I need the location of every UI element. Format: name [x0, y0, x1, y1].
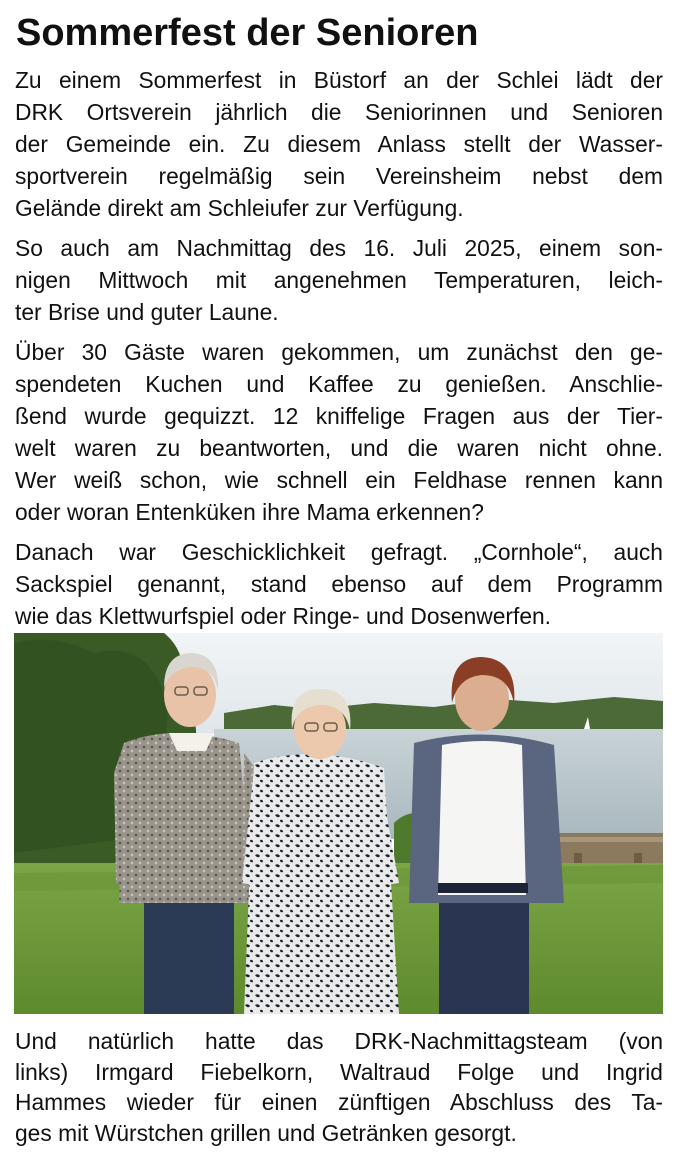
- text-line: Zu einem Sommerfest in Büstorf an der Schlei lädt der: [15, 67, 663, 93]
- text-line: oder woran Entenküken ihre Mama erkennen?: [15, 499, 484, 525]
- article: [15, 0, 663, 640]
- photo-three-women-at-lakeside: [14, 633, 663, 1014]
- text-line: Gelände direkt am Schleiufer zur Verfügung.: [15, 195, 464, 221]
- text-line: wie das Klettwurfspiel oder Ringe- und Dosenwerfen.: [15, 603, 552, 629]
- text-line: welt waren zu beantworten, und die waren nicht ohne.: [15, 435, 663, 461]
- text-line: So auch am Nachmittag des 16. Juli 2025, einem son-: [15, 235, 663, 261]
- paragraph-3: [15, 336, 663, 528]
- paragraph-2: [15, 232, 663, 328]
- text-line: ter Brise und guter Laune.: [15, 299, 279, 325]
- caption-line: links) Irmgard Fiebelkorn, Waltraud Folge und Ingrid: [15, 1058, 663, 1085]
- text-line: Über 30 Gäste waren gekommen, um zunächst den ge-: [15, 339, 663, 365]
- caption-line: Und natürlich hatte das DRK-Nachmittagsteam (von: [15, 1028, 663, 1054]
- text-line: Danach war Geschicklichkeit gefragt. „Cornhole“, auch: [15, 539, 663, 565]
- caption-line: ges mit Würstchen grillen und Getränken gesorgt.: [15, 1119, 517, 1146]
- text-line: ßend wurde gequizzt. 12 kniffelige Fragen aus der Tier-: [15, 403, 663, 429]
- text-line: DRK Ortsverein jährlich die Seniorinnen und Senioren: [15, 99, 663, 125]
- text-line: Sackspiel genannt, stand ebenso auf dem Programm: [15, 571, 663, 597]
- caption-line: Hammes wieder für einen zünftigen Abschluss des Ta-: [15, 1089, 663, 1115]
- headline: Sommerfest der Senioren: [16, 12, 479, 54]
- photo-caption: [15, 1026, 663, 1148]
- text-line: sportverein regelmäßig sein Vereinsheim nebst dem: [15, 163, 663, 189]
- text-line: spendeten Kuchen und Kaffee zu genießen. Anschlie-: [15, 371, 663, 397]
- paragraph-1: [15, 64, 663, 224]
- text-line: Wer weiß schon, wie schnell ein Feldhase rennen kann: [15, 467, 663, 493]
- text-line: nigen Mittwoch mit angenehmen Temperaturen, leich-: [15, 267, 663, 293]
- text-line: der Gemeinde ein. Zu diesem Anlass stellt der Wasser-: [15, 131, 663, 157]
- photo-illustration: [14, 633, 663, 1014]
- paragraph-4: [15, 536, 663, 632]
